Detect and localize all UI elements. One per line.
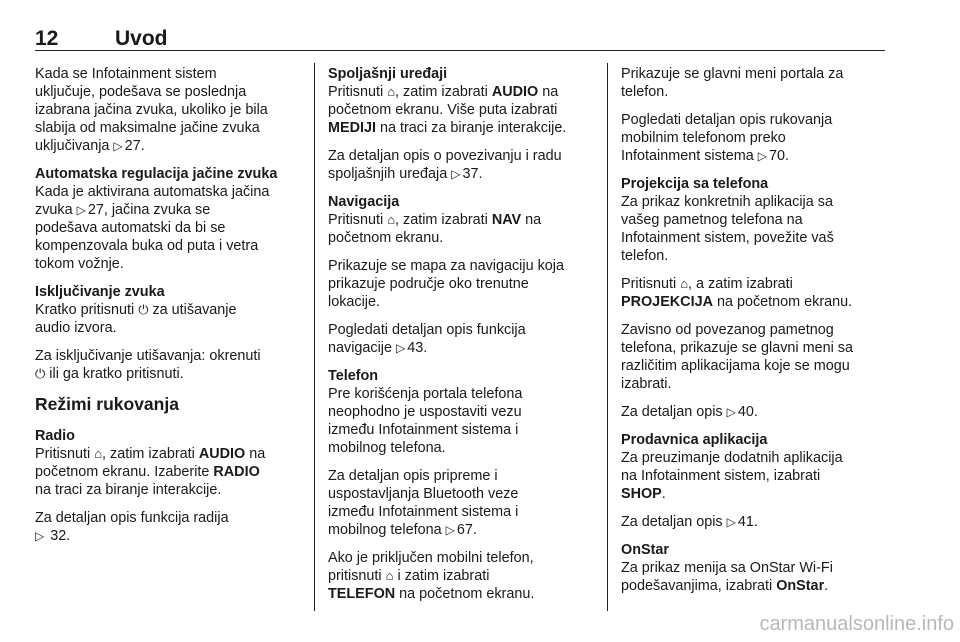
column-1 [35,65,307,555]
header-rule [35,50,885,51]
home-icon: ⌂ [94,446,103,461]
section-app-store: Prodavnica aplikacija Za preuzimanje dodatnih aplikacija na Infotainment sistem, izabrati SHOP. Za detaljan opis ▷ 41. [621,431,893,531]
arrow-icon: ▷ [76,203,86,217]
power-icon: ⏻ [138,302,149,317]
column-3: Prikazuje se glavni meni portala za telefon. Pogledati detaljan opis rukovanja mobilnim telefonom preko Infotainment sistema ▷ 70. Projekcija sa telefona Za prikaz konkretnih aplikacija sa vašeg pametnog telefona na Infotainment sistem, povežite vaš telefon. Pritisnuti ⌂, a zatim izabrati PROJEKCIJA na početnom ekranu. Zavisno od povezanog pametnog telefona, prikazuje se glavni meni sa različitim aplikacijama koje se mogu izabrati. Za detaljan opis ▷ 40. Prodavnica aplikacija Za preuzimanje dodatnih aplikacija na Infotainment sistem, izabrati SHOP. Za detaljan opis ▷ 41. OnStar Za prikaz menija sa OnStar Wi-Fi podešavanjima, izabrati OnStar. [621,65,893,605]
heading-auto-volume: Automatska regulacija jačine zvuka [35,166,278,182]
section-phone: Telefon Pre korišćenja portala telefona neophodno je uspostaviti vezu između Infotainment sistema i mobilnog telefona. Za detaljan opis pripreme i uspostavljanja Bluetooth veze između Infotainment sistema i mobilnog telefona ▷ 67. Ako je priključen mobilni telefon, pritisnuti ⌂ i zatim izabrati TELEFON na početnom ekranu. [328,367,600,603]
heading-radio: Radio [35,428,75,444]
heading-navigation: Navigacija [328,194,400,210]
arrow-icon: ▷ [445,523,455,537]
column-divider-1 [314,63,315,611]
section-external-devices: Spoljašnji uređaji Pritisnuti ⌂, zatim izabrati AUDIO na početnom ekranu. Više puta izabrati MEDIJI na traci za biranje interakcije. Za detaljan opis o povezivanju i radu spoljašnjih uređaja ▷ 37. [328,65,600,183]
section-radio: Radio Pritisnuti ⌂, zatim izabrati AUDIO na početnom ekranu. Izaberite RADIO na traci za biranje interakcije. Za detaljan opis funkcija radija ▷ 32. [35,427,307,545]
section-auto-volume: Automatska regulacija jačine zvuka Kada je aktivirana automatska jačina zvuka ▷ 27, jačina zvuka se podešava automatski da bi se kompenzovala buka od puta i vetra tokom vožnje. [35,165,307,273]
heading-app-store: Prodavnica aplikacija [621,432,768,448]
heading-phone: Telefon [328,368,379,384]
chapter-title: Uvod [115,27,168,50]
arrow-icon: ▷ [451,167,461,181]
heading-operating-modes: Režimi rukovanja [35,394,179,414]
heading-onstar: OnStar [621,542,669,558]
paragraph-volume-on: Kada se Infotainment sistem uključuje, podešava se poslednja izabrana jačina zvuka, ukoliko je bila slabija od maksimalne jačine zvuka uključivanja ▷ 27. [35,66,268,154]
page-header [35,27,885,51]
watermark: carmanualsonline.info [759,613,954,635]
page-number: 12 [35,27,59,50]
column-2 [328,65,600,613]
home-icon: ⌂ [385,568,394,583]
heading-external-devices: Spoljašnji uređaji [328,66,448,82]
heading-projection: Projekcija sa telefona [621,176,769,192]
arrow-icon: ▷ [113,139,123,153]
section-projection: Projekcija sa telefona Za prikaz konkretnih aplikacija sa vašeg pametnog telefona na Infotainment sistem, povežite vaš telefon. Pritisnuti ⌂, a zatim izabrati PROJEKCIJA na početnom ekranu. Zavisno od povezanog pametnog telefona, prikazuje se glavni meni sa različitim aplikacijama koje se mogu izabrati. Za detaljan opis ▷ 40. [621,175,893,421]
section-onstar: OnStar Za prikaz menija sa OnStar Wi-Fi podešavanjima, izabrati OnStar. [621,541,893,595]
arrow-icon: ▷ [726,405,736,419]
home-icon: ⌂ [387,84,396,99]
power-icon: ⏻ [35,366,46,381]
section-mute: Isključivanje zvuka Kratko pritisnuti ⏻ za utišavanje audio izvora. Za isključivanje utišavanja: okrenuti ⏻ ili ga kratko pritisnuti. [35,283,307,383]
arrow-icon: ▷ [35,529,45,543]
arrow-icon: ▷ [396,341,406,355]
home-icon: ⌂ [387,212,396,227]
section-navigation: Navigacija Pritisnuti ⌂, zatim izabrati NAV na početnom ekranu. Prikazuje se mapa za navigaciju koja prikazuje područje oko trenutne lokacije. Pogledati detaljan opis funkcija navigacije ▷ 43. [328,193,600,357]
arrow-icon: ▷ [757,149,768,163]
home-icon: ⌂ [680,276,689,291]
heading-mute: Isključivanje zvuka [35,284,165,300]
arrow-icon: ▷ [726,515,736,529]
column-divider-2 [607,63,608,611]
